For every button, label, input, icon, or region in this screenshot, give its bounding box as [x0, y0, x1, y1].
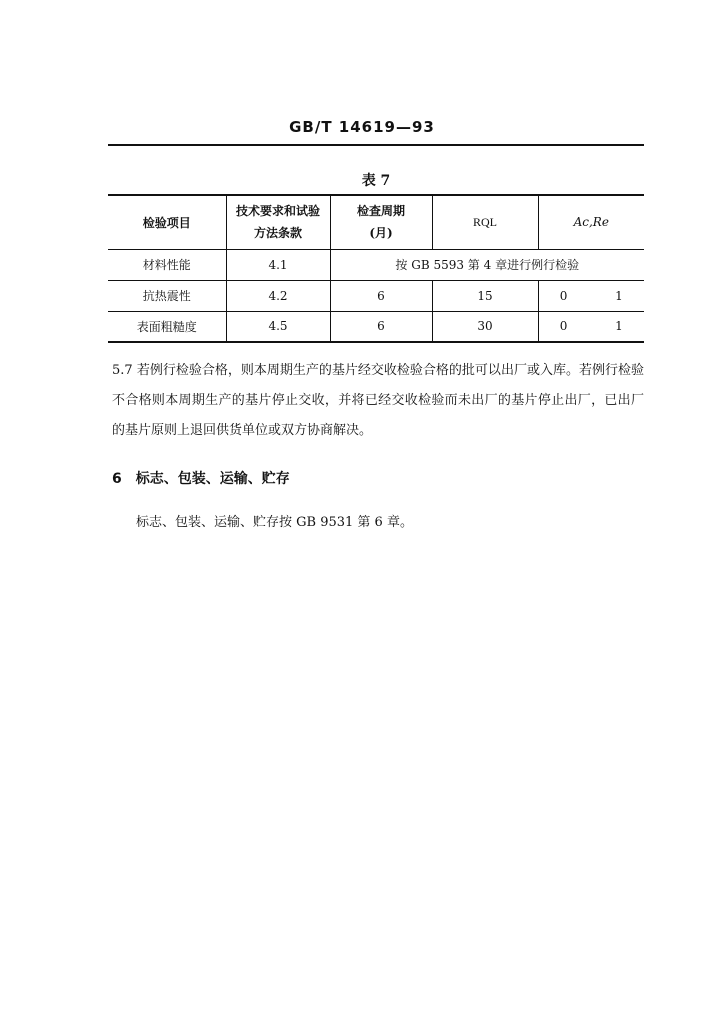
cell-clause: 4.2	[226, 280, 330, 311]
cell-ac-re	[538, 311, 644, 342]
table-header-row	[108, 195, 644, 249]
cell-rql: 15	[432, 280, 538, 311]
cell-ac: 0	[559, 319, 568, 334]
table-row	[108, 249, 644, 280]
clause-text: 若例行检验合格，则本周期生产的基片经交收检验合格的批可以出厂或入库。若例行检验不合格则本周期生产的基片停止交收，并将已经交收检验而未出厂的基片停止出厂，已出厂的基片原则上退回供货单位或双方协商解决。	[112, 363, 644, 438]
section-6-heading	[112, 468, 290, 488]
cell-ac: 0	[559, 288, 568, 303]
header-period	[330, 195, 432, 249]
cell-item: 材料性能	[108, 249, 226, 280]
cell-item: 抗热震性	[108, 280, 226, 311]
cell-rql: 30	[432, 311, 538, 342]
header-clause-line1: 技术要求和试验	[235, 204, 320, 219]
section-6-text: 标志、包装、运输、贮存按 GB 9531 第 6 章。	[136, 515, 413, 530]
cell-clause: 4.1	[226, 249, 330, 280]
header-period-line2: (月)	[369, 226, 393, 241]
section-number: 6	[112, 471, 122, 487]
clause-5-7	[112, 356, 644, 446]
header-rule	[108, 144, 644, 146]
cell-merged-note: 按 GB 5593 第 4 章进行例行检验	[330, 249, 644, 280]
inspection-table	[108, 194, 644, 343]
cell-re: 1	[615, 319, 623, 334]
cell-re: 1	[615, 288, 623, 303]
cell-period: 6	[330, 311, 432, 342]
table-row	[108, 280, 644, 311]
cell-ac-re	[538, 280, 644, 311]
cell-period: 6	[330, 280, 432, 311]
clause-number: 5.7	[112, 363, 133, 378]
header-rql: RQL	[432, 195, 538, 249]
cell-item: 表面粗糙度	[108, 311, 226, 342]
cell-clause: 4.5	[226, 311, 330, 342]
table-title: 表 7	[361, 173, 391, 189]
header-inspection-item: 检验项目	[108, 195, 226, 249]
standard-code: GB/T 14619—93	[289, 118, 435, 136]
table-row	[108, 311, 644, 342]
header-ac-re: Ac,Re	[538, 195, 644, 249]
header-period-line1: 检查周期	[356, 204, 405, 219]
header-clause-line2: 方法条款	[253, 226, 302, 241]
header-clause	[226, 195, 330, 249]
section-title: 标志、包装、运输、贮存	[135, 471, 290, 487]
